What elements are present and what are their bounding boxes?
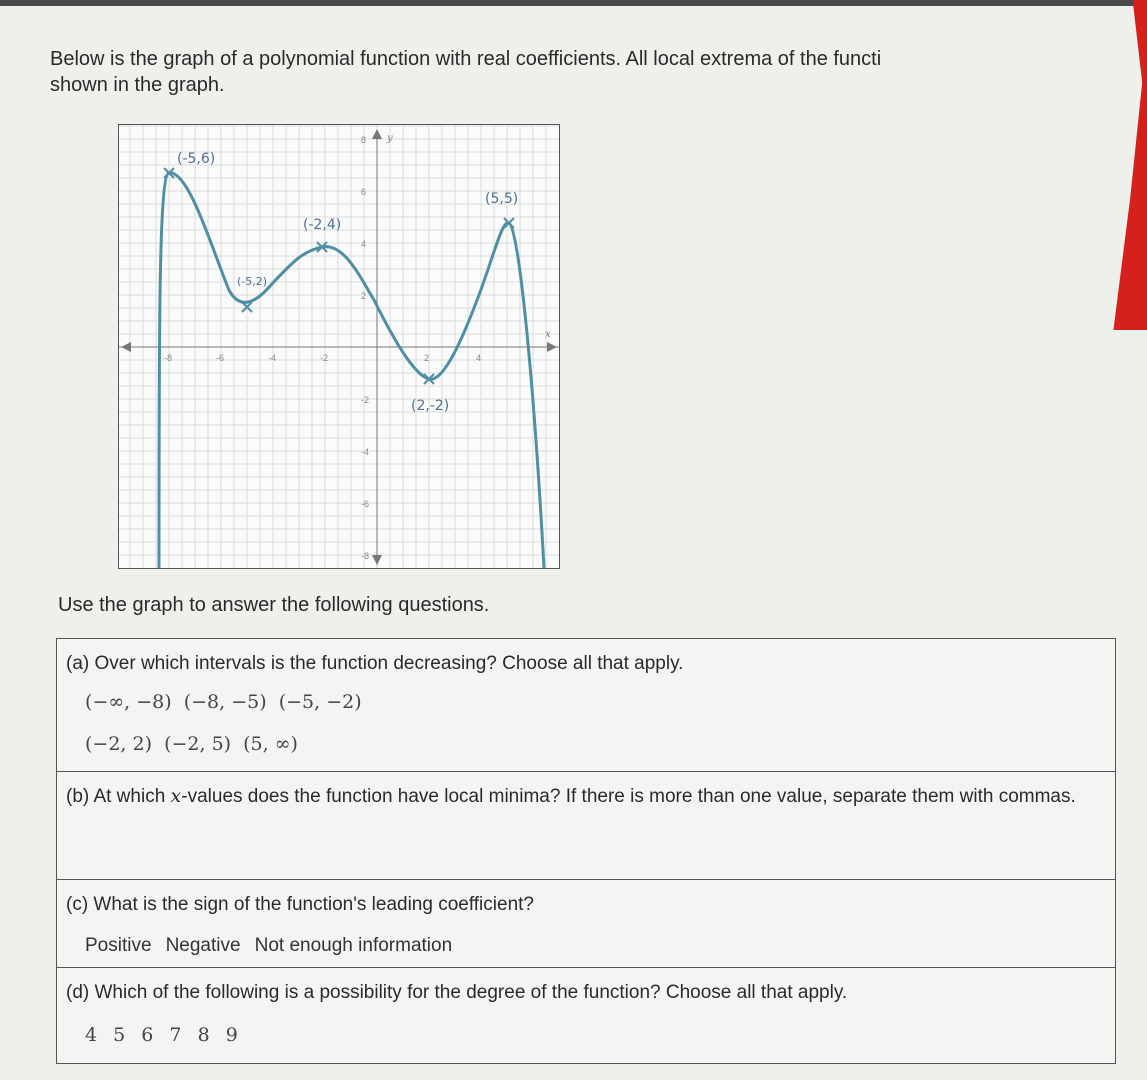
y-tick-labels	[361, 135, 369, 561]
option-degree-9[interactable]: 9	[225, 1024, 238, 1046]
option-degree-6[interactable]: 6	[141, 1024, 154, 1046]
top-shadow	[0, 0, 1147, 6]
y-tick-label: -4	[361, 447, 370, 457]
option-neg-5-to-neg-2[interactable]: (−5, −2)	[278, 691, 362, 713]
option-negative[interactable]: Negative	[165, 935, 241, 956]
annotation-point-4: (5,5)	[485, 191, 519, 207]
option-neg-8-to-neg-5[interactable]: (−8, −5)	[183, 691, 267, 713]
option-degree-4[interactable]: 4	[85, 1024, 98, 1046]
graph-canvas	[119, 125, 559, 568]
question-b-text-part-1: (b) At which	[66, 786, 171, 807]
y-tick-label: -8	[361, 551, 370, 561]
question-d-options	[85, 1024, 248, 1046]
question-c-options	[85, 934, 460, 957]
question-b-text	[66, 782, 1101, 811]
question-a-text: (a) Over which intervals is the function decreasing? Choose all that apply.	[66, 653, 684, 674]
intro-line-1: Below is the graph of a polynomial function with real coefficients. All local extrema of the functi	[50, 48, 882, 70]
option-neg-inf-to-neg-8[interactable]: (−∞, −8)	[85, 691, 172, 713]
x-axis-label: x	[545, 329, 551, 340]
x-tick-labels	[164, 353, 481, 363]
y-tick-label: 6	[361, 187, 367, 197]
y-tick-label: 8	[361, 135, 367, 145]
question-b-variable: x	[170, 785, 182, 807]
question-a-options-row-2	[85, 733, 304, 755]
x-tick-label: -8	[164, 353, 173, 363]
y-tick-label: 4	[361, 239, 367, 249]
question-c-box	[56, 880, 1116, 968]
option-degree-8[interactable]: 8	[197, 1024, 210, 1046]
polynomial-graph	[118, 124, 560, 569]
y-axis-label: y	[387, 133, 393, 144]
option-5-to-inf[interactable]: (5, ∞)	[243, 733, 298, 755]
x-tick-label: -4	[268, 353, 277, 363]
y-tick-label: -6	[361, 499, 370, 509]
x-tick-label: 4	[476, 353, 482, 363]
annotation-point-5: (2,-2)	[411, 398, 450, 414]
question-a-options-row-1	[85, 691, 368, 713]
y-axis-up-arrow	[372, 129, 382, 139]
intro-text	[50, 46, 1050, 98]
x-tick-label: -2	[320, 353, 329, 363]
x-tick-label: 2	[424, 353, 430, 363]
question-d-box	[56, 968, 1116, 1064]
y-axis-down-arrow	[372, 555, 382, 565]
y-tick-label: 2	[361, 291, 367, 301]
question-b-text-part-2: -values does the function have local minima? If there is more than one value, separate them with commas.	[181, 786, 1076, 807]
question-c-text: (c) What is the sign of the function's leading coefficient?	[66, 894, 534, 915]
option-positive[interactable]: Positive	[85, 935, 152, 956]
intro-line-2: shown in the graph.	[50, 74, 225, 96]
instructions-text: Use the graph to answer the following questions.	[58, 594, 490, 616]
extrema-markers	[164, 168, 514, 384]
annotation-point-2: (-2,4)	[303, 217, 342, 233]
option-neg-2-to-5[interactable]: (−2, 5)	[164, 733, 232, 755]
option-not-enough-information[interactable]: Not enough information	[254, 935, 453, 956]
question-b-box	[56, 772, 1116, 880]
x-axis-left-arrow	[121, 342, 131, 352]
question-d-text: (d) Which of the following is a possibility for the degree of the function? Choose all that apply.	[66, 982, 848, 1003]
annotation-point-1: (-5,6)	[177, 151, 216, 167]
option-degree-5[interactable]: 5	[113, 1024, 126, 1046]
annotation-point-3: (-5,2)	[237, 275, 268, 288]
option-neg-2-to-2[interactable]: (−2, 2)	[85, 733, 153, 755]
y-tick-label: -2	[361, 395, 370, 405]
x-tick-label: -6	[216, 353, 225, 363]
x-axis-right-arrow	[547, 342, 557, 352]
question-a-box	[56, 638, 1116, 772]
option-degree-7[interactable]: 7	[169, 1024, 182, 1046]
